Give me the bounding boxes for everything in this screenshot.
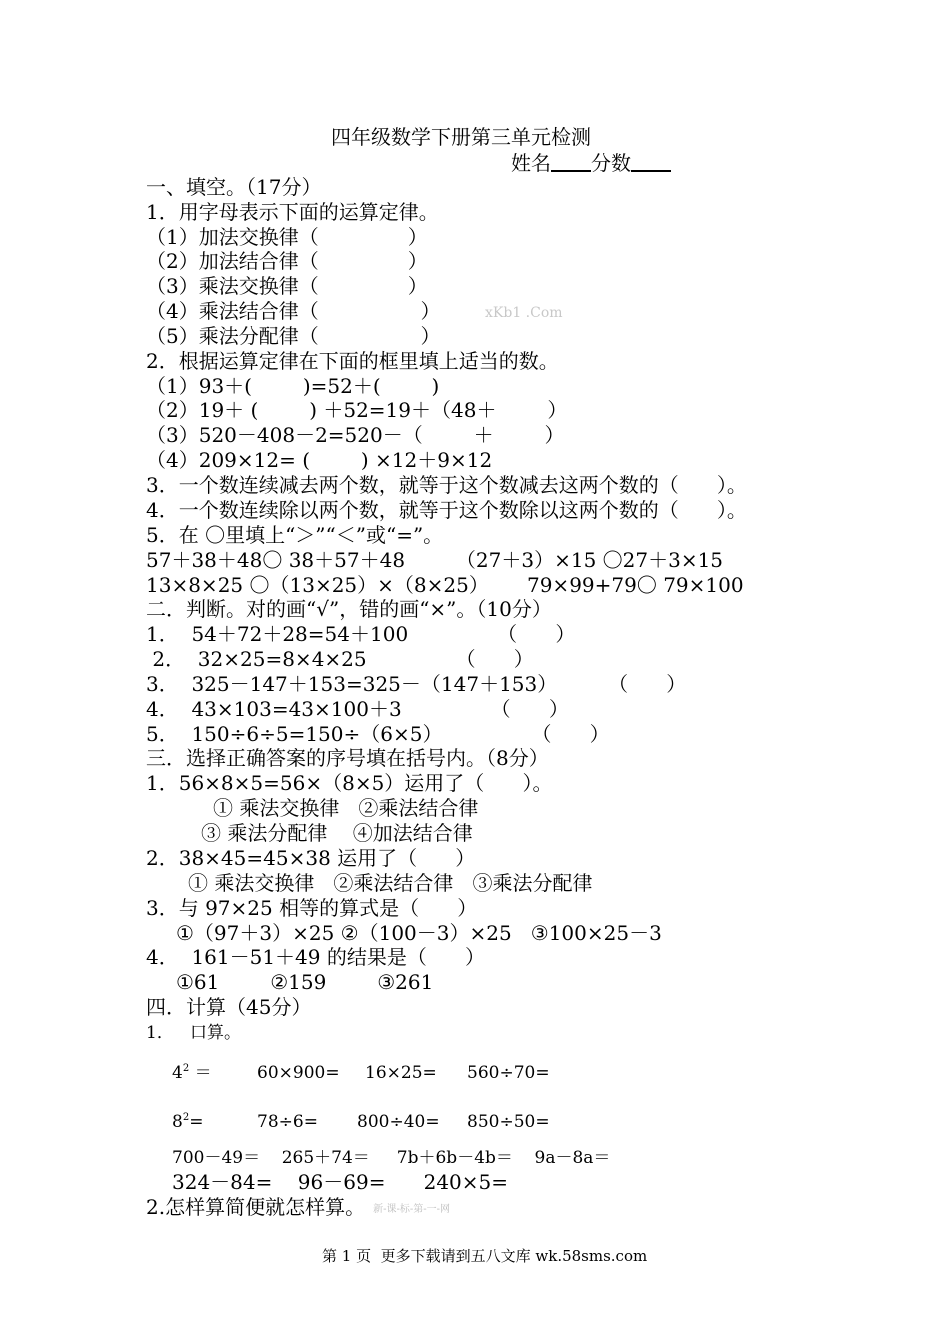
watermark-text: 新-课-标-第-一-网 [373, 1204, 450, 1215]
oral-calc-row: 324－84= 96－69= 240×5= [172, 1170, 509, 1194]
oral-calc-item: 60×900= [257, 1063, 340, 1083]
s2-item: 1． 54＋72＋28=54＋100 （ ） [146, 622, 576, 646]
s1-q4: 4．一个数连续除以两个数，就等于这个数除以这两个数的（ ）。 [146, 498, 747, 522]
page-footer: 第 1 页 更多下载请到五八文库 wk.58sms.com [322, 1247, 648, 1265]
oral-calc-item: 560÷70= [467, 1063, 550, 1083]
s1-q1-item: （2）加法结合律（ ） [146, 249, 428, 273]
s1-q2-item: （2）19＋ ( ) ＋52=19＋（48＋ ） [146, 398, 568, 422]
s4-q2: 2.怎样算简便就怎样算。 新-课-标-第-一-网 [146, 1195, 450, 1219]
s2-item: 2． 32×25=8×4×25 （ ） [146, 647, 534, 671]
watermark-text: xKb1 .Com [485, 305, 563, 321]
s3-q1-options: ① 乘法交换律 ②乘法结合律 [213, 796, 479, 820]
s1-q1-item: （3）乘法交换律（ ） [146, 274, 428, 298]
s1-q3: 3．一个数连续减去两个数，就等于这个数减去这两个数的（ ）。 [146, 473, 747, 497]
name-label: 姓名 [511, 151, 551, 175]
oral-calc-item: 800÷40= [357, 1112, 440, 1132]
section4-heading: 四．计算（45分） [146, 995, 312, 1019]
s1-q5-row: 13×8×25 〇（13×25）×（8×25） 79×99+79〇 79×100 [146, 573, 744, 597]
s1-q1-item: （5）乘法分配律（ ） [146, 324, 441, 348]
section1-heading: 一、填空。（17分） [146, 175, 322, 199]
s2-item: 3． 325－147＋153=325－（147＋153） （ ） [146, 672, 687, 696]
oral-calc-item: $4^2$ ＝ [172, 1063, 212, 1083]
s2-item: 4． 43×103=43×100＋3 （ ） [146, 697, 569, 721]
s2-item: 5． 150÷6÷5=150÷（6×5） （ ） [146, 722, 610, 746]
s4-q1: 1． 口算。 [146, 1023, 242, 1043]
s1-q2-item: （4）209×12= ( ) ×12＋9×12 [146, 448, 493, 472]
s3-q3-options: ①（97＋3）×25 ②（100－3）×25 ③100×25－3 [176, 921, 662, 945]
section2-heading: 二．判断。对的画“√”，错的画“×”。（10分） [146, 597, 552, 621]
s1-q5-row: 57＋38＋48〇 38＋57＋48 （27＋3）×15 〇27＋3×15 [146, 548, 724, 572]
s1-q1-item: （4）乘法结合律（ ） [146, 299, 441, 323]
section3-heading: 三．选择正确答案的序号填在括号内。（8分） [146, 746, 549, 770]
oral-calc-item: $8^2=$ [172, 1112, 204, 1132]
s3-q4: 4． 161－51＋49 的结果是（ ） [146, 945, 486, 969]
s3-q1: 1．56×8×5=56×（8×5）运用了（ ）。 [146, 771, 553, 795]
s1-q2-item: （3）520－408－2=520－（ ＋ ） [146, 423, 565, 447]
s1-q5: 5．在 〇里填上“＞”“＜”或“=”。 [146, 523, 444, 547]
s3-q1-options: ③ 乘法分配律 ④加法结合律 [201, 821, 473, 845]
oral-calc-item: 850÷50= [467, 1112, 550, 1132]
oral-calc-item: 16×25= [365, 1063, 437, 1083]
score-label: 分数 [591, 151, 631, 175]
s3-q4-options: ①61 ②159 ③261 [176, 970, 434, 994]
oral-calc-item: 78÷6= [257, 1112, 318, 1132]
s1-q1-item: （1）加法交换律（ ） [146, 225, 428, 249]
s3-q3: 3．与 97×25 相等的算式是（ ） [146, 896, 478, 920]
s1-q1: 1．用字母表示下面的运算定律。 [146, 200, 439, 224]
s1-q2: 2．根据运算定律在下面的框里填上适当的数。 [146, 349, 559, 373]
score-blank [631, 152, 671, 172]
s3-q2-options: ① 乘法交换律 ②乘法结合律 ③乘法分配律 [188, 871, 593, 895]
name-blank [551, 152, 591, 172]
oral-calc-row: 700－49＝ 265＋74＝ 7b＋6b－4b＝ 9a－8a＝ [172, 1148, 611, 1168]
page-title: 四年级数学下册第三单元检测 [331, 125, 591, 149]
s1-q2-item: （1）93＋( )=52＋( ) [146, 374, 440, 398]
name-score-line [511, 151, 671, 175]
s3-q2: 2．38×45=45×38 运用了（ ） [146, 846, 476, 870]
